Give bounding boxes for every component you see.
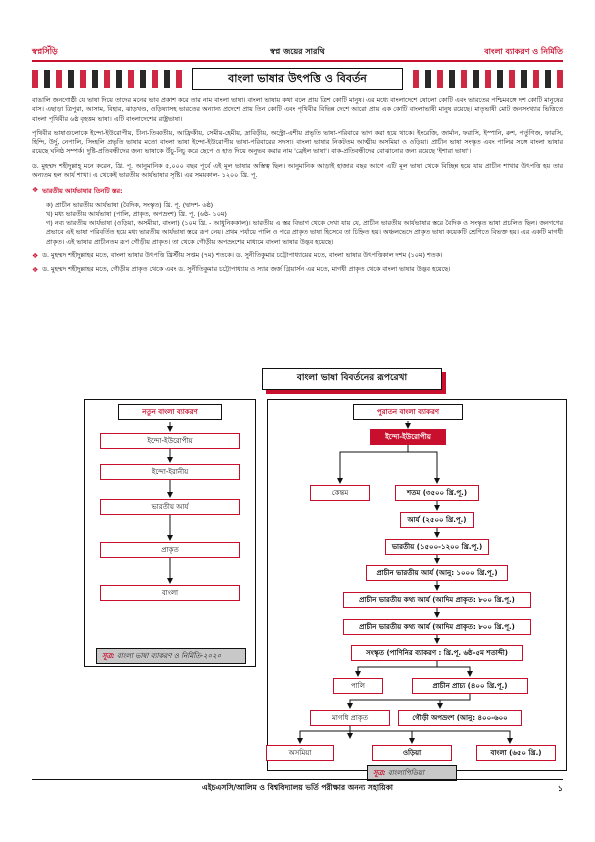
page-title: বাংলা ভাষার উৎপত্তি ও বিবর্তন	[192, 68, 403, 90]
list-item: খ) মধ্য ভারতীয় আর্যভাষা (পালি, প্রাকৃত, অপভ্রংশ) খ্রি. পূ. (৬ষ্ঠ- ১০ম)	[46, 209, 227, 218]
source-text: বাংলাপিডিয়া	[387, 769, 425, 777]
bullet-text: ড. মুহম্মদ শহীদুল্লাহর মতে, গৌড়ীয় প্রাকৃত থেকে এবং ড. সুনীতিকুমার চট্টোপাধ্যায় ও স্যার জর্জ গ্রিয়ার্সন এর মতে, মাগধী প্রাকৃত থেকে বাংলা ভাষার উদ্ভব হয়েছে।	[42, 265, 451, 274]
node-prakrit: প্রাকৃত	[100, 542, 240, 558]
diamond-bullet-icon: ❖	[32, 186, 39, 195]
node-bharatiya: ভারতীয় (১৫০০-১২০০ খ্রি.পূ.)	[385, 539, 489, 555]
source-text: বাংলা ভাষা ব্যাকরণ ও নির্মিতি-২০২০	[116, 652, 222, 660]
list-item: ক) প্রাচীন ভারতীয় আর্যভাষা (বৈদিক, সংস্কৃত) খ্রি. পূ. (দ্বাদশ- ৬ষ্ঠ)	[46, 200, 214, 209]
node-indo-european-left: ইন্দো-ইউরোপীয়	[100, 433, 240, 449]
right-heading: পুরাতন বাংলা ব্যাকরণ	[353, 404, 463, 420]
header-divider	[32, 60, 563, 62]
header-tagline: স্বপ্ন জয়ের সারথি	[270, 47, 325, 56]
node-bangla-left: বাংলা	[100, 585, 240, 601]
node-gauri-apabhramsa: গৌড়ী অপভ্রংশ (আনু: ৪০০-৬০০	[398, 710, 522, 726]
list-item: গ) নব্য ভারতীয় আর্যভাষা (ওড়িয়া, অসমীয়া, বাংলা) (১০ম খ্রি. - আধুনিককাল)। ভারতীয় এ স্তর বিভাগ থেকে দেখা যায় যে, প্রাচীন ভারতীয় আর্যভাষার স্তরে বৈদিক ও সংস্কৃত ভাষা প্রচলিত ছিল। জনগণের প্রভাবে এই ভাষা পরিবর্তিত হয়ে মধ্য ভারতীয় আর্যভাষা স্তরে রূপ নেয়। প্রথম পর্যায়ে পালি ও পরে প্রাকৃত ভাষা হিসেবে তা চিহ্নিত হয়। অঞ্চলভেদে প্রাকৃত ভাষা কয়েকটি শ্রেণিতে বিভক্ত হয়। এর একটি মাগধী প্রাকৃত। এই ভাষার প্রাচীনতম রূপ গৌড়ীয় প্রাকৃত। তা থেকে গৌড়ীয় অপভ্রংশের মাধ্যমে বাংলা ভাষার উদ্ভব হয়েছে।	[46, 219, 563, 246]
page-number: ১	[557, 784, 563, 793]
node-indo-iranian: ইন্দো-ইরানীয়	[100, 464, 240, 480]
node-bangla-right: বাংলা (৬৫০ খ্রি.)	[476, 745, 556, 761]
aryan-heading-row	[32, 185, 563, 196]
node-sanskrit: সংস্কৃত (পাণিনির ব্যাকরণ : খ্রি.পূ. ৬ষ্ঠ-৫ম শতাব্দী)	[351, 645, 523, 661]
header-brand: স্বপ্নসিঁড়ি	[32, 47, 58, 56]
node-pracheen-aryan: প্রাচীন ভারতীয় আর্য (আনু: ১০০০ খ্রি.পূ.)	[366, 565, 508, 581]
node-arya: আর্য (২৫০০ খ্রি.পূ.)	[400, 512, 474, 528]
diamond-bullet-icon: ❖	[32, 266, 39, 275]
node-indo-european-right: ইন্দো-ইউরোপীয়	[370, 429, 446, 445]
paragraph: ড. মুহম্মদ শহীদুল্লাহ্ মনে করেন, খ্রি. পূ. আনুমানিক ৫,০০০ বছর পূর্বে এই মূল ভাষার অস্তিত্ব ছিল। আনুমানিক আড়াই হাজার বছর আগে এটি মূল ভাষা থেকে বিচ্ছিন্ন হয়ে যায় প্রাচীন শাখার উৎপত্তি হয় তার অন্যতম হল আর্য শাখা। এ থেকেই ভারতীয় আর্যভাষার সৃষ্টি। এর সময়কাল- ১২০০ খ্রি. পূ.	[32, 161, 563, 179]
aryan-list	[32, 201, 563, 247]
node-pali: পালি	[333, 678, 383, 694]
source-label: সূত্র:	[373, 769, 386, 777]
checker-pattern-left	[32, 70, 182, 88]
body-content	[32, 96, 563, 279]
bullet-text: ড. মুহম্মদ শহীদুল্লাহর মতে, বাংলা ভাষার উৎপত্তি খ্রিস্টীয় সপ্তম (৭ম) শতকে। ড. সুনীতিকুমার চট্টোপাধ্যায়ের মতে, বাংলা ভাষার উৎপত্তিকাল দশম (১০ম) শতক।	[42, 250, 443, 259]
footer-divider	[32, 779, 563, 780]
paragraph: পৃথিবীর ভাষাগুলোকে ইন্দো-ইউরোপীয়, চীনা-তিব্বতীয়, আফ্রিকীয়, সেমীয়-হেমীয়, দ্রাবিড়ীয়, অস্ট্রো-এশীয় প্রভৃতি ভাষা-পরিবারে ভাগ করা হয়ে থাকে। ইংরেজি, জার্মান, ফরাসি, ইস্পানি, রুশ, পর্তুগিজ, ফারসি, হিন্দি, উর্দু, নেপালি, সিংহলি প্রভৃতি ভাষার মতো বাংলা ভাষা ইন্দো-ইউরোপীয় ভাষা-পরিবারের সদস্য। বাংলা ভাষার নিকটতম আত্মীয় অসমিয়া ও ওড়িয়া। প্রাচীন ভাষা সংস্কৃত এবং পালির সঙ্গে বাংলা ভাষার রয়েছে ঘনিষ্ঠ সম্পর্ক। দুষ্টি-প্রতিবন্ধীদের জন্য ভাষাকে উঁচু-নিচু করে ছেপে ও হাত দিয়ে অনুভব করার নাম 'ব্রেইল ভাষা'। বাক-প্রতিবন্ধীদের বোঝানোর জন্য রয়েছে 'ইশারা ভাষা'।	[32, 128, 563, 156]
node-magadhi: মাগধি প্রাকৃত	[310, 710, 390, 726]
diamond-bullet-icon: ❖	[32, 251, 39, 260]
node-prachya: প্রাচীন প্রাচ্য (৪০০ খ্রি.পূ.)	[412, 678, 528, 694]
node-oriya: ওড়িয়া	[372, 745, 452, 761]
bullet-item	[32, 251, 563, 261]
node-kathya-1: প্রাচীন ভারতীয় কথ্য আর্য (আদিম প্রাকৃত: ৮০০ খ্রি.পূ.)	[343, 592, 531, 608]
left-heading: নতুন বাংলা ব্যাকরণ	[118, 404, 222, 420]
node-kathya-2: প্রাচীন ভারতীয় কথ্য আর্য (আদিম প্রাকৃত: ৮০০ খ্রি.পূ.)	[343, 619, 531, 635]
node-indo-aryan: ভারতীয় আর্য	[100, 499, 240, 515]
bullet-item	[32, 265, 563, 275]
source-label: সূত্র:	[102, 652, 115, 660]
node-shatam: শতম (৩৫০০ খ্রি.পূ.)	[395, 485, 479, 501]
node-kentum: কেন্তম	[310, 485, 370, 501]
page-header	[32, 46, 563, 60]
aryan-heading: ভারতীয় আর্যভাষার তিনটি স্তর:	[42, 187, 123, 196]
header-subject: বাংলা ব্যাকরণ ও নির্মিতি	[484, 47, 563, 56]
title-band	[32, 68, 563, 90]
left-source-note	[96, 648, 246, 664]
footer-text: এইচএসসি/আলিম ও বিশ্ববিদ্যালয় ভর্তি পরীক্ষার অনন্য সহায়িকা	[202, 783, 393, 792]
node-asamiya: অসমিয়া	[266, 745, 334, 761]
paragraph: বাঙালি জনগোষ্ঠী যে ভাষা দিয়ে তাদের মনের ভাব প্রকাশ করে তার নাম বাংলা ভাষা। বাংলা ভাষায় কথা বলে প্রায় ত্রিশ কোটি মানুষ। এর মধ্যে বাংলাদেশে ষোলো কোটি এবং ভারতের পশ্চিমবঙ্গে দশ কোটি মানুষের বাস। এছাড়া ত্রিপুরা, আসাম, বিহার, ঝাড়খণ্ড, ওড়িষ্যাসহ ভারতের অন্যান্য প্রদেশে প্রায় তিন কোটি এবং পৃথিবীর বিভিন্ন দেশে আরো প্রায় এক কোটি বাংলাভাষী মানুষ রয়েছে। মাতৃভাষী মোট জনসংখ্যার ভিত্তিতে বাংলা পৃথিবীর ৬ষ্ঠ বৃহত্তম ভাষা। এটি বাংলাদেশের রাষ্ট্রভাষা।	[32, 96, 563, 123]
checker-pattern-right	[413, 70, 563, 88]
diagram-title: বাংলা ভাষা বিবর্তনের রূপরেখা	[262, 368, 442, 390]
